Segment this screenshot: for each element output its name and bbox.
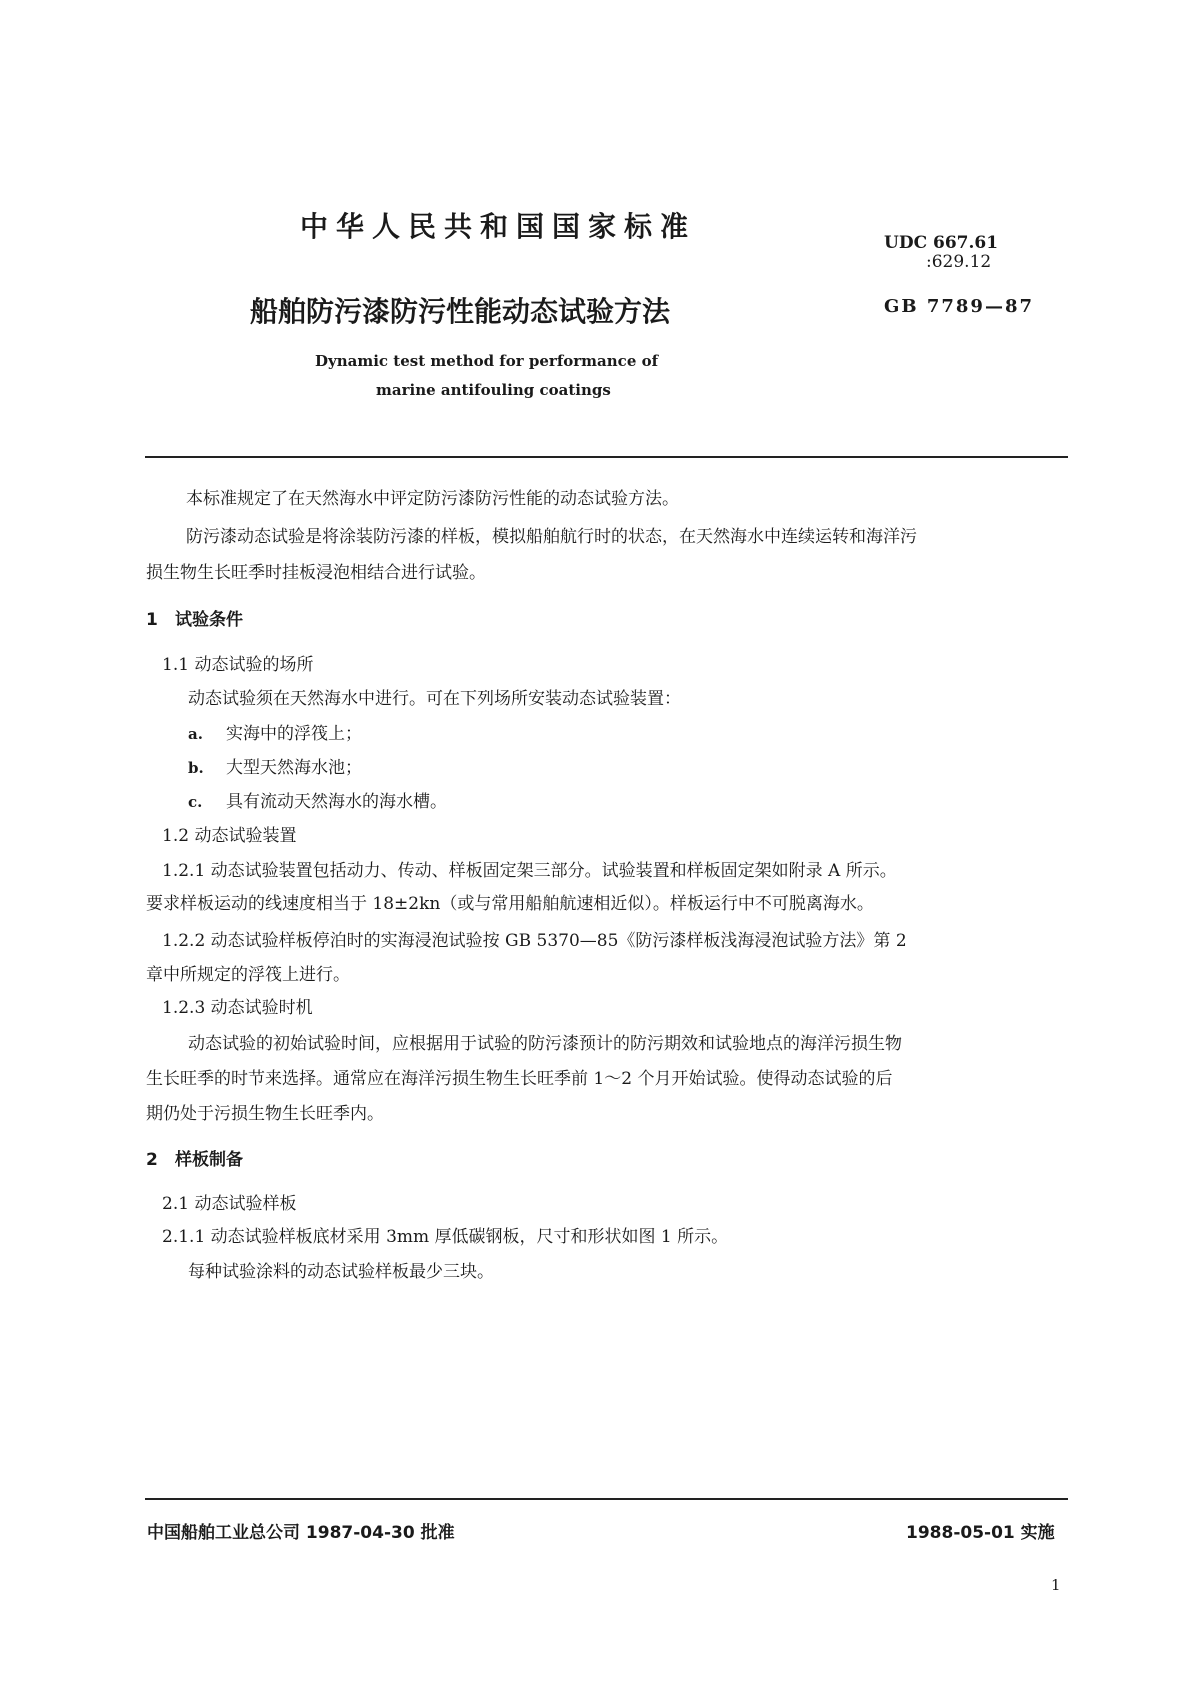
footer-divider	[145, 1498, 1068, 1500]
document-title-cn: 船舶防污漆防污性能动态试验方法	[250, 295, 671, 328]
section-2-heading: 样板制备	[175, 1150, 243, 1170]
list-item-a: 实海中的浮筏上；	[226, 724, 362, 744]
clause-1-2-2-line2: 章中所规定的浮筏上进行。	[146, 965, 350, 985]
document-title-en-line1: Dynamic test method for performance of	[315, 352, 659, 370]
clause-2-1: 2.1 动态试验样板	[162, 1194, 297, 1214]
intro-paragraph-2-line2: 损生物生长旺季时挂板浸泡相结合进行试验。	[146, 563, 486, 583]
clause-1-2-3-text-line1: 动态试验的初始试验时间，应根据用于试验的防污漆预计的防污期效和试验地点的海洋污损生物	[188, 1034, 902, 1054]
clause-2-1-1: 2.1.1 动态试验样板底材采用 3mm 厚低碳钢板，尺寸和形状如图 1 所示。	[162, 1227, 729, 1247]
clause-1-2: 1.2 动态试验装置	[162, 826, 297, 846]
list-item-a-label: a.	[188, 725, 203, 743]
header-divider	[145, 456, 1068, 458]
section-1-number: 1	[146, 610, 158, 630]
clause-1-2-1-line2: 要求样板运动的线速度相当于 18±2kn（或与常用船舶航速相近似）。样板运行中不可脱离海水。	[146, 894, 874, 914]
clause-1-2-1-line1: 1.2.1 动态试验装置包括动力、传动、样板固定架三部分。试验装置和样板固定架如附录 A 所示。	[162, 861, 897, 881]
clause-1-1-text: 动态试验须在天然海水中进行。可在下列场所安装动态试验装置：	[188, 689, 681, 709]
udc-code: UDC 667.61	[884, 233, 999, 253]
clause-1-2-2-line1: 1.2.2 动态试验样板停泊时的实海浸泡试验按 GB 5370—85《防污漆样板浅海浸泡试验方法》第 2	[162, 931, 907, 951]
national-standard-heading: 中华人民共和国国家标准	[300, 210, 697, 243]
clause-1-2-3: 1.2.3 动态试验时机	[162, 998, 313, 1018]
udc-code-continued: :629.12	[926, 252, 992, 272]
section-2-number: 2	[146, 1150, 158, 1170]
list-item-b-label: b.	[188, 759, 204, 777]
list-item-c-label: c.	[188, 793, 203, 811]
intro-paragraph-2-line1: 防污漆动态试验是将涂装防污漆的样板，模拟船舶航行时的状态，在天然海水中连续运转和海洋污	[186, 527, 917, 547]
list-item-b: 大型天然海水池；	[226, 758, 362, 778]
intro-paragraph-1: 本标准规定了在天然海水中评定防污漆防污性能的动态试验方法。	[186, 489, 679, 509]
implementation-date: 1988-05-01 实施	[906, 1523, 1055, 1543]
clause-1-1: 1.1 动态试验的场所	[162, 655, 314, 675]
document-title-en-line2: marine antifouling coatings	[376, 381, 611, 399]
clause-2-1-1-text: 每种试验涂料的动态试验样板最少三块。	[188, 1262, 494, 1282]
approval-info: 中国船舶工业总公司 1987-04-30 批准	[147, 1523, 455, 1543]
gb-standard-number: GB 7789—87	[884, 296, 1034, 317]
clause-1-2-3-text-line3: 期仍处于污损生物生长旺季内。	[146, 1104, 384, 1124]
section-1-heading: 试验条件	[175, 610, 243, 630]
list-item-c: 具有流动天然海水的海水槽。	[226, 792, 447, 812]
page-number: 1	[1051, 1576, 1061, 1594]
clause-1-2-3-text-line2: 生长旺季的时节来选择。通常应在海洋污损生物生长旺季前 1～2 个月开始试验。使得动态试验的后	[146, 1069, 893, 1089]
